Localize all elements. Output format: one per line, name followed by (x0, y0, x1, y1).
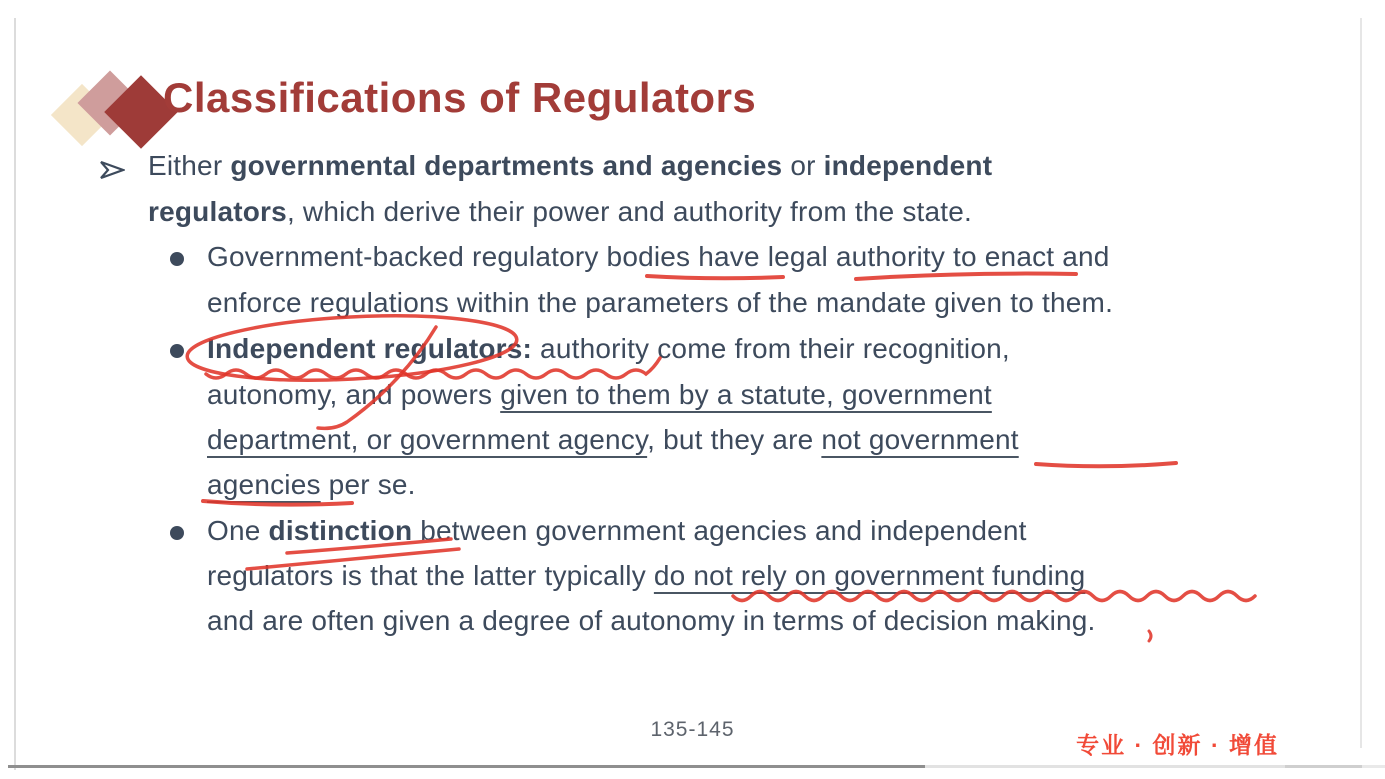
bullet-line (207, 469, 416, 501)
progress-bar-segment[interactable] (1285, 765, 1362, 768)
bold-segment: distinction (268, 515, 413, 546)
text-segment: , but they are (647, 424, 822, 455)
text-segment: One (207, 515, 269, 546)
underlined-segment: not government (821, 424, 1019, 455)
circle-bullet-icon (170, 344, 184, 358)
progress-bar-played[interactable] (8, 765, 925, 768)
circle-bullet-icon (170, 252, 184, 266)
underlined-segment: do not rely on government funding (653, 560, 1086, 591)
circle-bullet-icon (170, 526, 184, 540)
bullet-line (148, 150, 992, 182)
slide-left-border (14, 18, 16, 770)
bullet-line (148, 196, 972, 228)
red-underline-bodies (647, 276, 783, 278)
bold-segment: governmental departments and agencies (230, 150, 783, 181)
text-segment: authority come from their recognition, (532, 333, 1010, 364)
progress-bar-track-end[interactable] (1362, 765, 1385, 768)
bullet-line (207, 333, 1010, 365)
underlined-segment: department, or government agency (207, 424, 648, 455)
bullet-line (207, 515, 1027, 547)
red-underline-not-government (1036, 463, 1176, 466)
page-number: 135-145 (650, 718, 735, 741)
arrow-bullet-icon (99, 160, 125, 180)
underlined-segment: given to them by a statute, government (500, 379, 992, 410)
underlined-segment: agencies (207, 469, 321, 500)
text-segment: Either (148, 150, 231, 181)
bullet-line (207, 560, 1085, 592)
bold-segment: independent (823, 150, 993, 181)
progress-bar-track[interactable] (925, 765, 1285, 768)
text-segment: or (782, 150, 824, 181)
bold-segment: regulators (148, 196, 287, 227)
text-segment: , which derive their power and authority from the state. (286, 196, 973, 227)
text-segment: autonomy, and powers (207, 379, 501, 410)
text-segment: between government agencies and independent (412, 515, 1027, 546)
red-mark-decision (1149, 631, 1151, 641)
bullet-line (207, 379, 992, 411)
bullet-line: enforce regulations within the parameters of the mandate given to them. (207, 287, 1114, 318)
slide-right-border (1360, 18, 1362, 748)
text-segment: regulators is that the latter typically (207, 560, 654, 591)
red-underline-legal-authority (856, 274, 1076, 279)
text-segment: per se. (320, 469, 416, 500)
red-underline-agencies (203, 501, 352, 505)
slide-title: Classifications of Regulators (163, 74, 757, 121)
brand-slogan: 专业 · 创新 · 增值 (1076, 732, 1279, 758)
bold-segment: Independent regulators: (207, 333, 533, 364)
bullet-line: and are often given a degree of autonomy in terms of decision making. (207, 605, 1096, 636)
bullet-line (207, 424, 1019, 456)
bullet-line: Government-backed regulatory bodies have legal authority to enact and (207, 241, 1110, 272)
red-wavy-underline-funding (733, 592, 1255, 601)
